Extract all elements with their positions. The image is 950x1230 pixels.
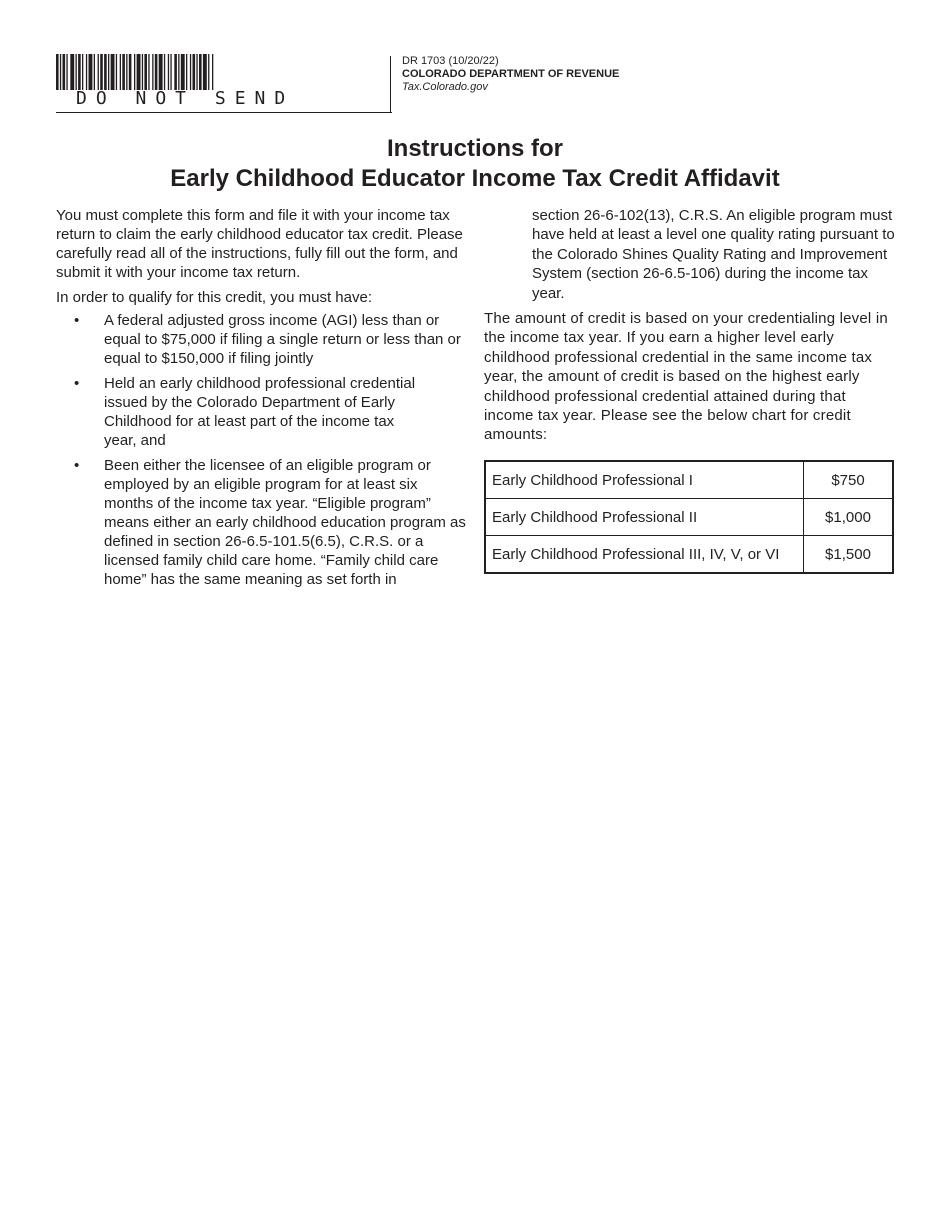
requirements-list — [56, 311, 466, 589]
barcode-bar — [181, 54, 185, 90]
credit-amount-cell: $750 — [804, 461, 894, 499]
barcode-bar — [203, 54, 207, 90]
page-title — [0, 134, 950, 194]
barcode-bar — [129, 54, 132, 90]
credit-amount-paragraph: The amount of credit is based on your credentialing level in the income tax year. If you earn a higher level early childhood professional credential in the same income tax year, the amount of credit is based on the highest early childhood professional credential attained during that income tax year. Please see the below chart for credit amounts: — [484, 310, 888, 444]
barcode-bar — [70, 54, 74, 90]
barcode-bar — [66, 54, 67, 90]
left-column — [56, 206, 466, 595]
credit-amount-cell: $1,000 — [804, 499, 894, 536]
list-item — [56, 374, 466, 450]
barcode-bar — [142, 54, 143, 90]
credential-level-cell: Early Childhood Professional I — [485, 461, 804, 499]
bullet-icon: • — [74, 312, 80, 329]
barcode-bar — [98, 54, 99, 90]
do-not-send-label: DO NOT SEND — [76, 88, 295, 109]
barcode-bar — [159, 54, 163, 90]
barcode-bar — [212, 54, 213, 90]
barcode-bar — [82, 54, 83, 90]
table-row — [485, 536, 893, 574]
barcode-bar — [76, 54, 77, 90]
barcode-bar — [155, 54, 158, 90]
requirement-text: Been either the licensee of an eligible program or employed by an eligible program for at least six months of the income tax year. “Eligible program” means either an early childhood education program as defined in section 26-6.5-101.5(6.5), C.R.S. or a licensed family child care home. “Family child care home” has the same meaning as set forth in — [104, 457, 466, 588]
intro-paragraph: You must complete this form and file it with your income tax return to claim the early childhood educator tax credit. Please carefully read all of the instructions, fully fill out the form, and submit it with your income tax return. — [56, 207, 463, 281]
barcode-bar — [164, 54, 165, 90]
barcode-bar — [111, 54, 115, 90]
list-item — [56, 311, 466, 368]
barcode-bar — [116, 54, 117, 90]
barcode-bar — [152, 54, 153, 90]
barcode-bar — [134, 54, 135, 90]
barcode-bar — [190, 54, 191, 90]
barcode-bar — [208, 54, 209, 90]
barcode-bar — [56, 54, 59, 90]
requirement-text: Held an early childhood professional credential issued by the Colorado Department of Early Childhood for at least part of the income tax year, and — [104, 375, 416, 449]
barcode-bar — [63, 54, 66, 90]
list-item — [56, 456, 466, 589]
barcode-bar — [86, 54, 87, 90]
bullet-icon: • — [74, 375, 80, 392]
requirement-continued: section 26-6-102(13), C.R.S. An eligible program must have held at least a level one quality rating pursuant to the Colorado Shines Quality Rating and Improvement System (section 26-6.5-106) during the income tax year. — [532, 207, 895, 302]
requirement-text: A federal adjusted gross income (AGI) less than or equal to $75,000 if filing a single return or less than or equal to $150,000 if filing jointly — [104, 312, 461, 367]
right-column — [484, 206, 896, 445]
barcode-bar — [122, 54, 125, 90]
credential-level-cell: Early Childhood Professional III, IV, V, or VI — [485, 536, 804, 574]
agency-name: COLORADO DEPARTMENT OF REVENUE — [402, 68, 620, 80]
table-row — [485, 499, 893, 536]
barcode-bar — [199, 54, 202, 90]
requirements-lead: In order to qualify for this credit, you must have: — [56, 289, 372, 306]
bullet-icon: • — [74, 457, 80, 474]
barcode-bar — [170, 54, 171, 90]
barcode-bar — [126, 54, 127, 90]
title-line-2: Early Childhood Educator Income Tax Credit Affidavit — [170, 165, 780, 192]
agency-website: Tax.Colorado.gov — [402, 81, 488, 93]
barcode-bar — [148, 54, 149, 90]
barcode-bar — [144, 54, 147, 90]
title-line-1: Instructions for — [386, 135, 563, 162]
barcode-bar — [174, 54, 177, 90]
barcode-bar — [168, 54, 169, 90]
barcode-bar — [178, 54, 179, 90]
table-row — [485, 461, 893, 499]
barcode-bar — [193, 54, 196, 90]
barcode-image — [56, 54, 278, 90]
barcode-bar — [94, 54, 95, 90]
barcode-bar — [137, 54, 141, 90]
form-header-info — [402, 55, 619, 94]
credit-amount-cell: $1,500 — [804, 536, 894, 574]
barcode-bar — [100, 54, 103, 90]
form-number: DR 1703 (10/20/22) — [402, 55, 499, 67]
barcode-bar — [196, 54, 197, 90]
barcode-bar — [78, 54, 81, 90]
credential-level-cell: Early Childhood Professional II — [485, 499, 804, 536]
barcode-bar — [120, 54, 121, 90]
barcode-block — [56, 52, 392, 113]
barcode-bar — [186, 54, 187, 90]
barcode-bar — [60, 54, 61, 90]
header-divider — [390, 56, 391, 112]
barcode-bar — [89, 54, 93, 90]
credit-amount-table — [484, 460, 894, 574]
barcode-bar — [104, 54, 107, 90]
barcode-bar — [108, 54, 109, 90]
